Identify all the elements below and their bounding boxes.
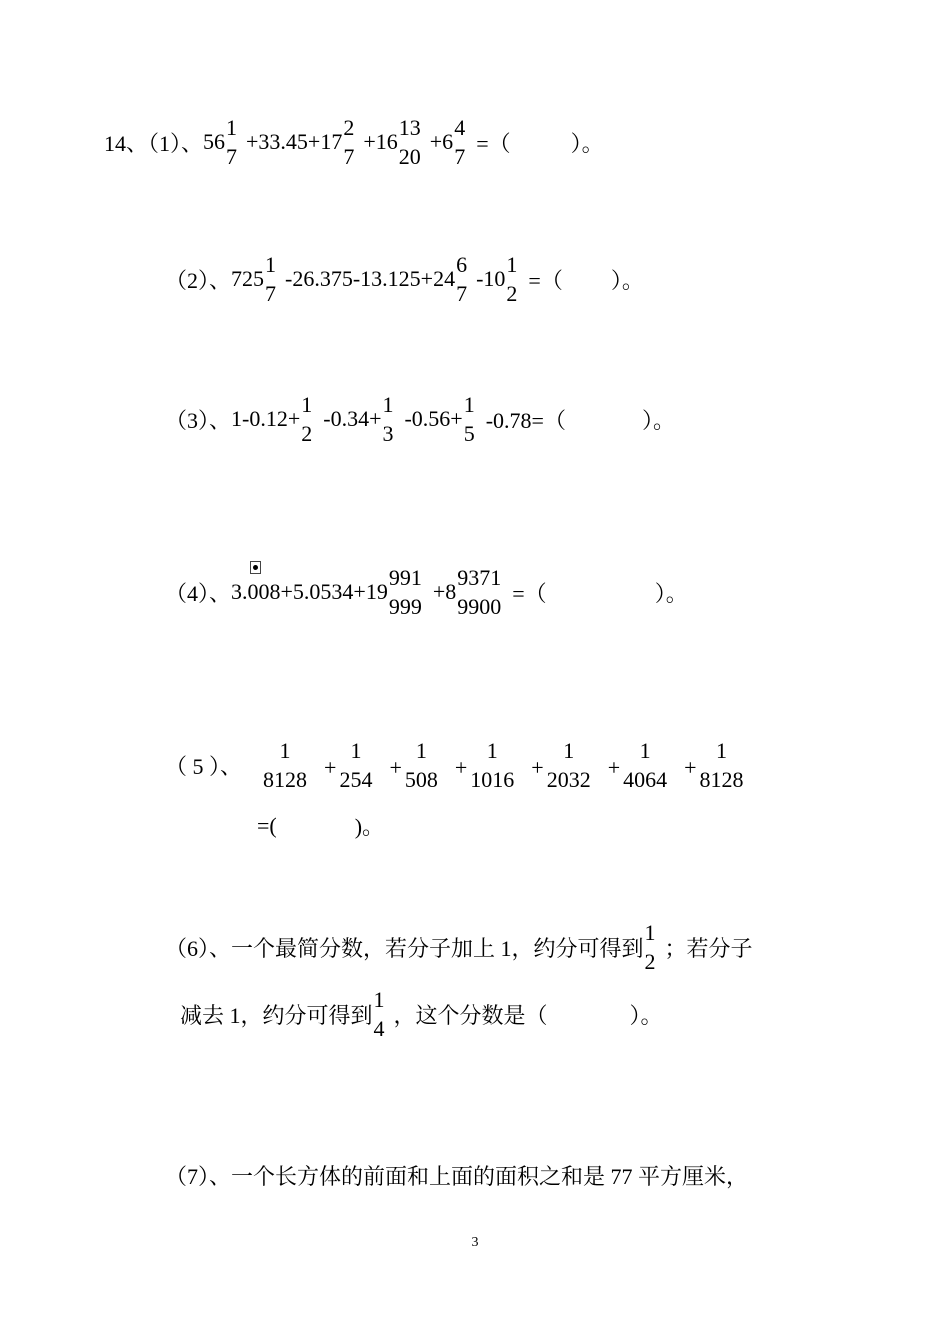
close-paren: ）。 — [629, 1002, 663, 1028]
fraction: 1 8128 — [699, 738, 744, 792]
fraction: 1 5 — [463, 392, 475, 446]
fraction: 1 8128 — [263, 738, 308, 792]
equals-open: -0.78=（ — [485, 407, 566, 433]
fraction: 9371 9900 — [457, 565, 502, 619]
plus-sign: + — [324, 755, 337, 780]
problem-6-text: （6）、一个最简分数，若分子加上 1，约分可得到 — [165, 935, 644, 961]
page-number: 3 — [471, 1235, 479, 1250]
problem-3 — [165, 390, 675, 448]
problem-6-text: 减去 1，约分可得到 — [180, 1002, 373, 1028]
expression-term: 3. — [231, 579, 248, 604]
equals-open: =( — [257, 812, 277, 838]
fraction: 4 7 — [454, 115, 466, 169]
fraction: 1 2 — [644, 920, 656, 974]
expression-term: +8 — [432, 579, 457, 604]
fraction: 1 4064 — [623, 738, 668, 792]
expression-term: -26.375-13.125+24 — [285, 266, 456, 291]
fraction: 1 2032 — [546, 738, 591, 792]
plus-sign: + — [389, 755, 402, 780]
plus-sign: + — [531, 755, 544, 780]
fraction: 1 1016 — [470, 738, 515, 792]
problem-7 — [165, 1160, 748, 1191]
equals-open: =（ — [512, 580, 547, 606]
problem-1 — [104, 113, 604, 171]
close-paren: )。 — [354, 814, 385, 839]
expression-term: +16 — [363, 129, 398, 154]
problem-7-text: （7）、一个长方体的前面和上面的面积之和是 77 平方厘米， — [165, 1164, 749, 1189]
expression-term: -0.56+ — [404, 406, 463, 431]
fraction: 1 2 — [301, 392, 313, 446]
expression-term: -10 — [476, 266, 506, 291]
fraction: 991 999 — [388, 565, 422, 619]
whole-number: 56 — [203, 129, 226, 154]
repeating-dot-icon — [250, 561, 261, 574]
problem-6-text: ；若分子 — [664, 935, 753, 961]
expression-term: +6 — [429, 129, 454, 154]
equals-open: =（ — [476, 130, 511, 156]
expression-term: -0.34+ — [323, 406, 382, 431]
fraction: 1 3 — [382, 392, 394, 446]
fraction: 1 254 — [339, 738, 373, 792]
close-paren: ）。 — [610, 267, 644, 293]
problem-4 — [165, 563, 688, 621]
problem-3-label: （3）、 — [165, 407, 232, 433]
expression-term: 08+5.0534+19 — [258, 579, 388, 604]
problem-5-label: （ 5 ）、 — [165, 753, 243, 779]
problem-5 — [165, 736, 745, 794]
expression-term: 1-0.12+ — [231, 406, 301, 431]
fraction: 1 7 — [265, 252, 277, 306]
fraction: 1 2 — [506, 252, 518, 306]
whole-number: 725 — [231, 266, 265, 291]
fraction: 2 7 — [343, 115, 355, 169]
expression-term: +33.45+17 — [246, 129, 343, 154]
problem-5-answer — [257, 810, 384, 841]
fraction: 13 20 — [398, 115, 421, 169]
problem-6-line-2 — [180, 985, 663, 1043]
fraction: 1 4 — [373, 987, 385, 1041]
problem-4-label: （4）、 — [165, 580, 232, 606]
fraction: 1 7 — [226, 115, 238, 169]
close-paren: ）。 — [654, 580, 688, 606]
plus-sign: + — [454, 755, 468, 780]
close-paren: ）。 — [641, 407, 675, 433]
plus-sign: + — [684, 755, 697, 780]
equals-open: =（ — [528, 267, 563, 293]
repeating-digit: 0 — [248, 579, 259, 605]
problem-6-text: ，这个分数是（ — [393, 1002, 548, 1028]
close-paren: ）。 — [570, 130, 604, 156]
fraction: 1 508 — [404, 738, 438, 792]
plus-sign: + — [607, 755, 621, 780]
problem-1-label: 14、（1）、 — [104, 130, 204, 156]
problem-2 — [165, 250, 644, 308]
problem-6-line-1 — [165, 918, 753, 976]
problem-2-label: （2）、 — [165, 267, 232, 293]
fraction: 6 7 — [456, 252, 468, 306]
